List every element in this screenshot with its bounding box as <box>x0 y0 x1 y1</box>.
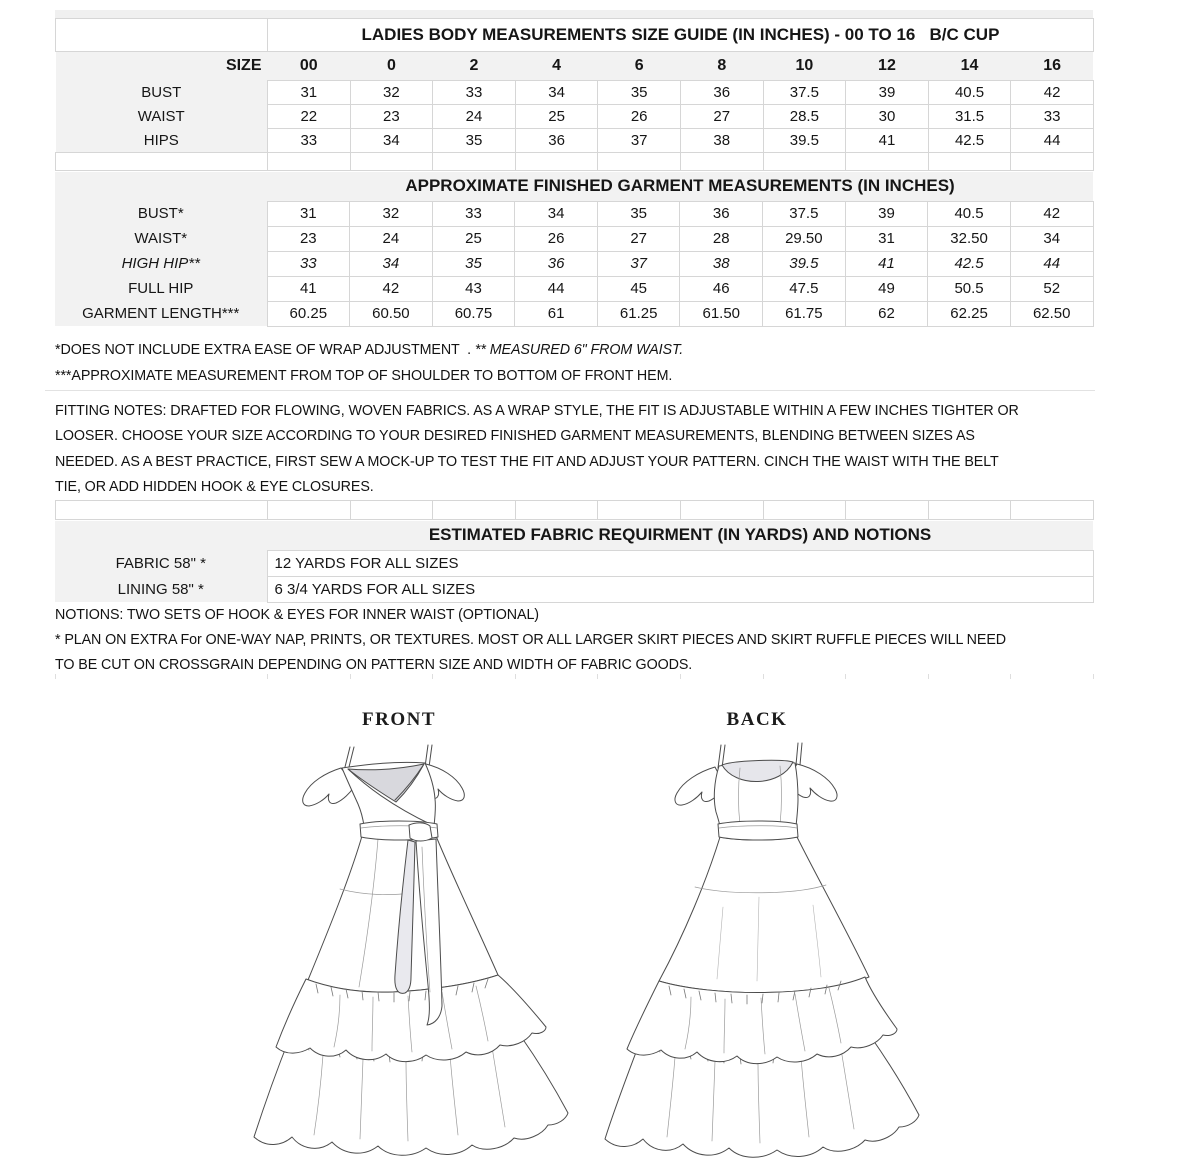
spacer-cell <box>846 153 929 171</box>
measure-cell: 33 <box>268 129 351 153</box>
measure-cell: 23 <box>267 226 350 251</box>
body-measurements-table <box>55 18 1094 153</box>
measure-cell: 42 <box>1010 201 1093 226</box>
measure-cell: 35 <box>432 251 515 276</box>
measure-cell: 28.5 <box>763 105 846 129</box>
spacer-cell <box>846 674 929 679</box>
spacer-cell <box>350 153 433 171</box>
measure-cell: 32.50 <box>928 226 1011 251</box>
measure-cell: 27 <box>597 226 680 251</box>
size-header-8: 8 <box>680 52 763 81</box>
size-header-00: 00 <box>268 52 351 81</box>
fitting-notes-line-2: LOOSER. CHOOSE YOUR SIZE ACCORDING TO YOUR DESIRED FINISHED GARMENT MEASUREMENTS, BLENDING BETWEEN SIZES AS <box>55 428 975 445</box>
size-header-14: 14 <box>928 52 1011 81</box>
spacer-cell <box>928 501 1011 520</box>
measure-cell: 31 <box>267 201 350 226</box>
measure-cell: 34 <box>1010 226 1093 251</box>
fabric-row-label: LINING 58" * <box>55 576 267 602</box>
back-view-label: BACK <box>726 709 788 730</box>
spacer-cell <box>680 153 763 171</box>
measure-cell: 41 <box>267 276 350 301</box>
measure-cell: 30 <box>846 105 929 129</box>
fabric-row-label: FABRIC 58" * <box>55 550 267 576</box>
measure-cell: 61.25 <box>597 301 680 326</box>
measure-cell: 38 <box>680 129 763 153</box>
measure-cell: 44 <box>515 276 598 301</box>
row-label-waist-: WAIST* <box>55 226 267 251</box>
measure-cell: 52 <box>1010 276 1093 301</box>
spacer-cell <box>268 674 351 679</box>
measure-cell: 34 <box>350 251 433 276</box>
back-bodice <box>714 760 798 826</box>
fitting-notes <box>55 399 1019 501</box>
measure-cell: 42 <box>350 276 433 301</box>
measure-cell: 32 <box>350 201 433 226</box>
footnote-line-1-normal: *DOES NOT INCLUDE EXTRA EASE OF WRAP ADJUSTMENT . <box>55 342 475 358</box>
spacer-cell <box>56 501 268 520</box>
row-label-garment-length-: GARMENT LENGTH*** <box>55 301 267 326</box>
fabric-row-value: 12 YARDS FOR ALL SIZES <box>267 550 1093 576</box>
back-dress-illustration <box>583 737 975 1173</box>
spacer-cell <box>1011 153 1094 171</box>
measure-cell: 44 <box>1011 129 1094 153</box>
measure-cell: 34 <box>515 81 598 105</box>
spacer-cell <box>846 501 929 520</box>
measure-cell: 23 <box>350 105 433 129</box>
table1-title: LADIES BODY MEASUREMENTS SIZE GUIDE (IN INCHES) - 00 TO 16 B/C CUP <box>268 19 1094 52</box>
measure-cell: 22 <box>268 105 351 129</box>
measure-cell: 32 <box>350 81 433 105</box>
measure-cell: 43 <box>432 276 515 301</box>
spacer-cell <box>433 674 516 679</box>
spacer-cell <box>350 674 433 679</box>
measure-cell: 46 <box>680 276 763 301</box>
spacer-cell <box>268 153 351 171</box>
spacer-cell <box>433 501 516 520</box>
size-header-2: 2 <box>433 52 516 81</box>
measure-cell: 27 <box>680 105 763 129</box>
spacer-cell <box>928 153 1011 171</box>
spacer-cell <box>598 153 681 171</box>
measure-cell: 37 <box>597 251 680 276</box>
notions-note <box>55 603 539 627</box>
fitting-notes-line-4: TIE, OR ADD HIDDEN HOOK & EYE CLOSURES. <box>55 479 374 496</box>
size-header-label: SIZE <box>56 52 268 81</box>
spacer-cell <box>928 674 1011 679</box>
measure-cell: 35 <box>597 201 680 226</box>
spacer-cell <box>598 674 681 679</box>
measure-cell: 61 <box>515 301 598 326</box>
measure-cell: 37 <box>598 129 681 153</box>
footnote-line-1 <box>55 337 683 363</box>
row-label-full-hip: FULL HIP <box>55 276 267 301</box>
spacer-cell <box>515 501 598 520</box>
measure-cell: 47.5 <box>763 276 846 301</box>
spacer-cell <box>598 501 681 520</box>
row-label-waist: WAIST <box>56 105 268 129</box>
measure-cell: 42.5 <box>928 251 1011 276</box>
measure-cell: 24 <box>350 226 433 251</box>
measure-cell: 38 <box>680 251 763 276</box>
table1-corner-cell <box>56 19 268 52</box>
size-header-6: 6 <box>598 52 681 81</box>
spacer-row-2 <box>55 500 1094 520</box>
measure-cell: 33 <box>433 81 516 105</box>
measure-cell: 34 <box>350 129 433 153</box>
spacer-cell <box>268 501 351 520</box>
measure-cell: 40.5 <box>928 81 1011 105</box>
front-view-label: FRONT <box>362 709 436 730</box>
fabric-extra-line-2: TO BE CUT ON CROSSGRAIN DEPENDING ON PATTERN SIZE AND WIDTH OF FABRIC GOODS. <box>55 656 693 673</box>
back-skirt <box>659 837 869 993</box>
measure-cell: 39.5 <box>763 129 846 153</box>
fabric-extra-line-1: * PLAN ON EXTRA For ONE-WAY NAP, PRINTS, OR TEXTURES. MOST OR ALL LARGER SKIRT PIECES AND SKIRT RUFFLE PIECES WILL NEED <box>55 632 1007 648</box>
measure-cell: 42 <box>1011 81 1094 105</box>
measure-cell: 42.5 <box>928 129 1011 153</box>
faint-column-ticks <box>55 674 1094 679</box>
measure-cell: 36 <box>515 251 598 276</box>
measure-cell: 37.5 <box>763 201 846 226</box>
size-header-4: 4 <box>515 52 598 81</box>
row-label-hips: HIPS <box>56 129 268 153</box>
fabric-title-row <box>55 521 1093 550</box>
spacer-cell <box>515 674 598 679</box>
measure-cell: 36 <box>680 81 763 105</box>
back-waistband <box>718 821 798 840</box>
notions-line: NOTIONS: TWO SETS OF HOOK & EYES FOR INNER WAIST (OPTIONAL) <box>55 607 539 623</box>
row-label-bust: BUST <box>56 81 268 105</box>
measure-cell: 41 <box>845 251 928 276</box>
spacer-row-1 <box>55 152 1094 171</box>
fabric-requirement-table <box>55 521 1094 603</box>
measure-cell: 60.75 <box>432 301 515 326</box>
finished-garment-table <box>55 172 1094 327</box>
footnote-line-2: ***APPROXIMATE MEASUREMENT FROM TOP OF SHOULDER TO BOTTOM OF FRONT HEM. <box>55 368 673 384</box>
measure-cell: 39.5 <box>763 251 846 276</box>
table2-title-row <box>55 172 1093 201</box>
size-header-16: 16 <box>1011 52 1094 81</box>
measure-cell: 29.50 <box>763 226 846 251</box>
measure-cell: 36 <box>515 129 598 153</box>
spacer-cell <box>763 501 846 520</box>
footnote-line-1-italic: ** MEASURED 6" FROM WAIST. <box>474 342 684 358</box>
spacer-cell <box>680 501 763 520</box>
measure-cell: 41 <box>846 129 929 153</box>
fabric-row-value: 6 3/4 YARDS FOR ALL SIZES <box>267 576 1093 602</box>
measure-cell: 25 <box>515 105 598 129</box>
measure-cell: 39 <box>845 201 928 226</box>
front-dress-illustration <box>228 737 600 1170</box>
measure-cell: 33 <box>267 251 350 276</box>
measure-cell: 49 <box>845 276 928 301</box>
measure-cell: 33 <box>1011 105 1094 129</box>
measure-cell: 60.50 <box>350 301 433 326</box>
size-header-0: 0 <box>350 52 433 81</box>
spacer-cell <box>1011 674 1094 679</box>
fabric-extra-note <box>55 628 1006 677</box>
spacer-cell <box>56 674 268 679</box>
measure-cell: 60.25 <box>267 301 350 326</box>
measure-cell: 61.50 <box>680 301 763 326</box>
measure-cell: 62.25 <box>928 301 1011 326</box>
front-bodice <box>342 762 435 826</box>
size-header-12: 12 <box>846 52 929 81</box>
top-gray-strip <box>55 10 1093 18</box>
measure-cell: 35 <box>598 81 681 105</box>
measure-cell: 36 <box>680 201 763 226</box>
spacer-cell <box>350 501 433 520</box>
spacer-cell <box>433 153 516 171</box>
measure-cell: 44 <box>1010 251 1093 276</box>
measure-cell: 31 <box>268 81 351 105</box>
spacer-cell <box>763 153 846 171</box>
measure-cell: 40.5 <box>928 201 1011 226</box>
fitting-notes-line-3: NEEDED. AS A BEST PRACTICE, FIRST SEW A MOCK-UP TO TEST THE FIT AND ADJUST YOUR PATTERN. CINCH THE WAIST WITH THE BELT <box>55 453 999 470</box>
measurement-footnotes <box>55 337 683 389</box>
measure-cell: 31.5 <box>928 105 1011 129</box>
measure-cell: 34 <box>515 201 598 226</box>
measure-cell: 24 <box>433 105 516 129</box>
row-label-bust-: BUST* <box>55 201 267 226</box>
measure-cell: 61.75 <box>763 301 846 326</box>
row-label-high-hip-: HIGH HIP** <box>55 251 267 276</box>
fabric-table-title: ESTIMATED FABRIC REQUIRMENT (IN YARDS) AND NOTIONS <box>428 525 932 545</box>
measure-cell: 26 <box>515 226 598 251</box>
table2-title: APPROXIMATE FINISHED GARMENT MEASUREMENTS (IN INCHES) <box>405 176 955 196</box>
measure-cell: 37.5 <box>763 81 846 105</box>
spacer-cell <box>1011 501 1094 520</box>
measure-cell: 25 <box>432 226 515 251</box>
measure-cell: 28 <box>680 226 763 251</box>
fitting-notes-line-1: FITTING NOTES: DRAFTED FOR FLOWING, WOVEN FABRICS. AS A WRAP STYLE, THE FIT IS ADJUSTABLE WITHIN A FEW INCHES TIGHTER OR <box>55 403 1019 419</box>
section-divider-line <box>45 390 1095 391</box>
measure-cell: 26 <box>598 105 681 129</box>
measure-cell: 33 <box>432 201 515 226</box>
measure-cell: 31 <box>845 226 928 251</box>
spacer-cell <box>680 674 763 679</box>
spacer-cell <box>763 674 846 679</box>
spacer-cell <box>515 153 598 171</box>
spacer-cell <box>56 153 268 171</box>
measure-cell: 39 <box>846 81 929 105</box>
measure-cell: 62 <box>845 301 928 326</box>
measure-cell: 35 <box>433 129 516 153</box>
measure-cell: 45 <box>597 276 680 301</box>
size-header-10: 10 <box>763 52 846 81</box>
measure-cell: 62.50 <box>1010 301 1093 326</box>
measure-cell: 50.5 <box>928 276 1011 301</box>
